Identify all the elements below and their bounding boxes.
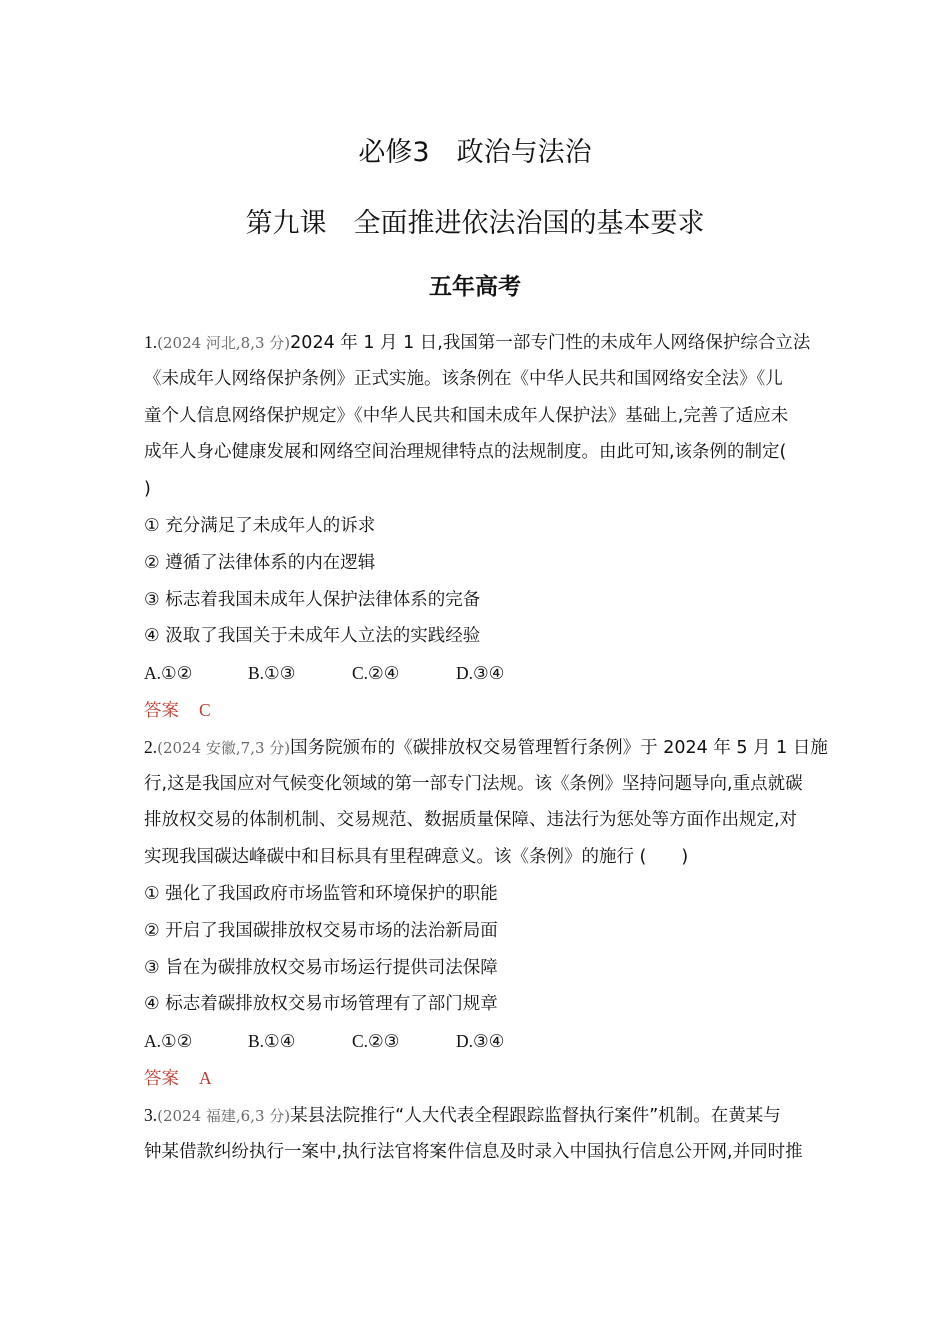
question-stem-line: 童个人信息网络保护规定》《中华人民共和国未成年人保护法》基础上,完善了适应未 — [144, 405, 789, 426]
option-a: A.①② — [144, 1031, 193, 1052]
answer-label: 答案 — [144, 700, 179, 721]
statement-item: ③ 标志着我国未成年人保护法律体系的完备 — [144, 589, 481, 610]
book-title: 必修3 政治与法治 — [358, 137, 592, 168]
option-b: B.①④ — [248, 1031, 296, 1052]
option-d: D.③④ — [456, 1031, 505, 1052]
question-2 — [144, 729, 828, 1097]
statement-item: ③ 旨在为碳排放权交易市场运行提供司法保障 — [144, 957, 498, 978]
answer-line — [144, 1060, 810, 1097]
question-stem-line: 3.(2024 福建,6,3 分)某县法院推行“人大代表全程跟踪监督执行案件”机制。在黄某与 — [144, 1104, 781, 1126]
question-source: (2024 安徽,7,3 分) — [157, 738, 291, 757]
lesson-title: 第九课 全面推进依法治国的基本要求 — [245, 208, 705, 239]
answer-value: C — [199, 699, 211, 720]
answer-value: A — [199, 1067, 212, 1088]
question-stem-line: 1.(2024 河北,8,3 分)2024 年 1 月 1 日,我国第一部专门性的未成年人网络保护综合立法 — [144, 332, 811, 353]
question-stem-line: 2.(2024 安徽,7,3 分)国务院颁布的《碳排放权交易管理暂行条例》于 2024 年 5 月 1 日施 — [144, 736, 828, 758]
option-c: C.②④ — [352, 663, 400, 684]
question-source: (2024 福建,6,3 分) — [157, 1106, 291, 1125]
statement-item: ④ 标志着碳排放权交易市场管理有了部门规章 — [144, 994, 498, 1015]
answer-line — [144, 692, 810, 729]
statement-item: ① 强化了我国政府市场监管和环境保护的职能 — [144, 883, 498, 904]
question-stem-line: 排放权交易的体制机制、交易规范、数据质量保障、违法行为惩处等方面作出规定,对 — [144, 810, 798, 831]
question-source: (2024 河北,8,3 分) — [157, 334, 291, 352]
option-c: C.②③ — [352, 1031, 400, 1052]
option-a: A.①② — [144, 663, 193, 684]
questions-content — [144, 324, 828, 1170]
question-1 — [144, 324, 810, 729]
statement-item: ② 开启了我国碳排放权交易市场的法治新局面 — [144, 920, 498, 941]
option-b: B.①③ — [248, 663, 296, 684]
answer-label: 答案 — [144, 1068, 179, 1089]
question-stem-line: 实现我国碳达峰碳中和目标具有里程碑意义。该《条例》的施行 ( ) — [144, 847, 689, 868]
statement-item: ② 遵循了法律体系的内在逻辑 — [144, 552, 376, 573]
question-number: 1. — [144, 332, 158, 352]
answer-options — [144, 1023, 810, 1060]
option-d: D.③④ — [456, 663, 505, 684]
question-3 — [144, 1097, 810, 1171]
question-number: 2. — [144, 736, 158, 757]
question-stem-line: 《未成年人网络保护条例》正式实施。该条例在《中华人民共和国网络安全法》《儿 — [144, 368, 783, 389]
statement-item: ① 充分满足了未成年人的诉求 — [144, 515, 376, 536]
question-stem-line: 行,这是我国应对气候变化领域的第一部专门法规。该《条例》坚持问题导向,重点就碳 — [144, 773, 803, 794]
statement-item: ④ 汲取了我国关于未成年人立法的实践经验 — [144, 626, 481, 647]
answer-options — [144, 655, 810, 692]
question-stem-line: ) — [144, 479, 151, 500]
section-title: 五年高考 — [429, 274, 521, 300]
question-number: 3. — [144, 1104, 158, 1125]
question-stem-line: 成年人身心健康发展和网络空间治理规律特点的法规制度。由此可知,该条例的制定( — [144, 442, 787, 463]
question-stem-line: 钟某借款纠纷执行一案中,执行法官将案件信息及时录入中国执行信息公开网,并同时推 — [144, 1141, 803, 1162]
